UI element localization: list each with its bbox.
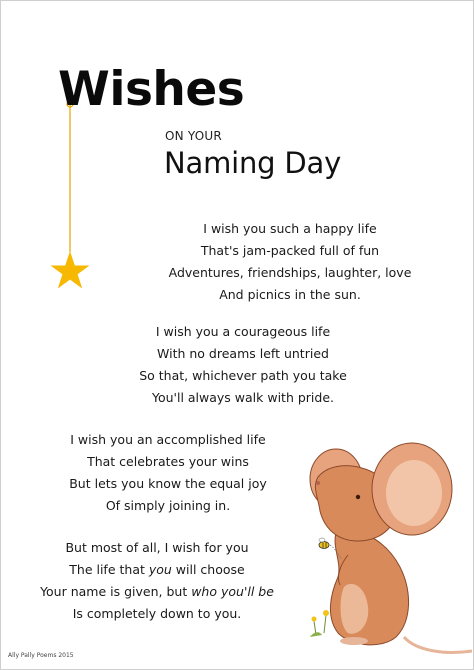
line-text: Your name is given, but [40, 584, 192, 599]
poem-line: I wish you such a happy life [203, 221, 377, 236]
subtitle-large: Naming Day [164, 146, 342, 180]
page-title: Wishes [58, 62, 245, 117]
line-text: The life that [69, 562, 149, 577]
stanza-2 [103, 321, 383, 409]
footer-credit: Ally Pally Poems 2015 [8, 652, 74, 659]
poem-line: But lets you know the equal joy [69, 476, 267, 491]
mouse-foot [340, 637, 368, 645]
stanza-4 [17, 537, 297, 625]
poem-line: I wish you a courageous life [155, 324, 331, 339]
mouse-body [330, 531, 408, 645]
star-icon [51, 251, 90, 289]
stanza-3 [28, 429, 308, 517]
mouse-nose [316, 481, 320, 485]
emphasis-text: who you'll be [191, 584, 274, 599]
mouse-eye [356, 495, 360, 499]
mouse-ear-inner [386, 460, 442, 526]
poem-line: So that, whichever path you take [139, 368, 347, 383]
poem-line: I wish you an accomplished life [70, 432, 266, 447]
mouse-tail [404, 637, 472, 652]
poem-line [17, 581, 297, 603]
emphasis-text: you [148, 562, 172, 577]
poem-line: Adventures, friendships, laughter, love [168, 265, 412, 280]
subtitle-small: ON YOUR [165, 129, 222, 143]
poem-line: But most of all, I wish for you [65, 540, 249, 555]
mouse-illustration [296, 437, 472, 667]
poem-line: With no dreams left untried [157, 346, 329, 361]
poem-line: You'll always walk with pride. [151, 390, 334, 405]
flower-icon [310, 610, 329, 637]
poem-line [17, 559, 297, 581]
stanza-1 [150, 218, 430, 306]
poem-line: That's jam-packed full of fun [200, 243, 380, 258]
poem-line: Of simply joining in. [105, 498, 231, 513]
poem-line: And picnics in the sun. [219, 287, 361, 302]
poem-line: Is completely down to you. [72, 606, 242, 621]
poem-line: That celebrates your wins [87, 454, 249, 469]
line-text: will choose [171, 562, 245, 577]
